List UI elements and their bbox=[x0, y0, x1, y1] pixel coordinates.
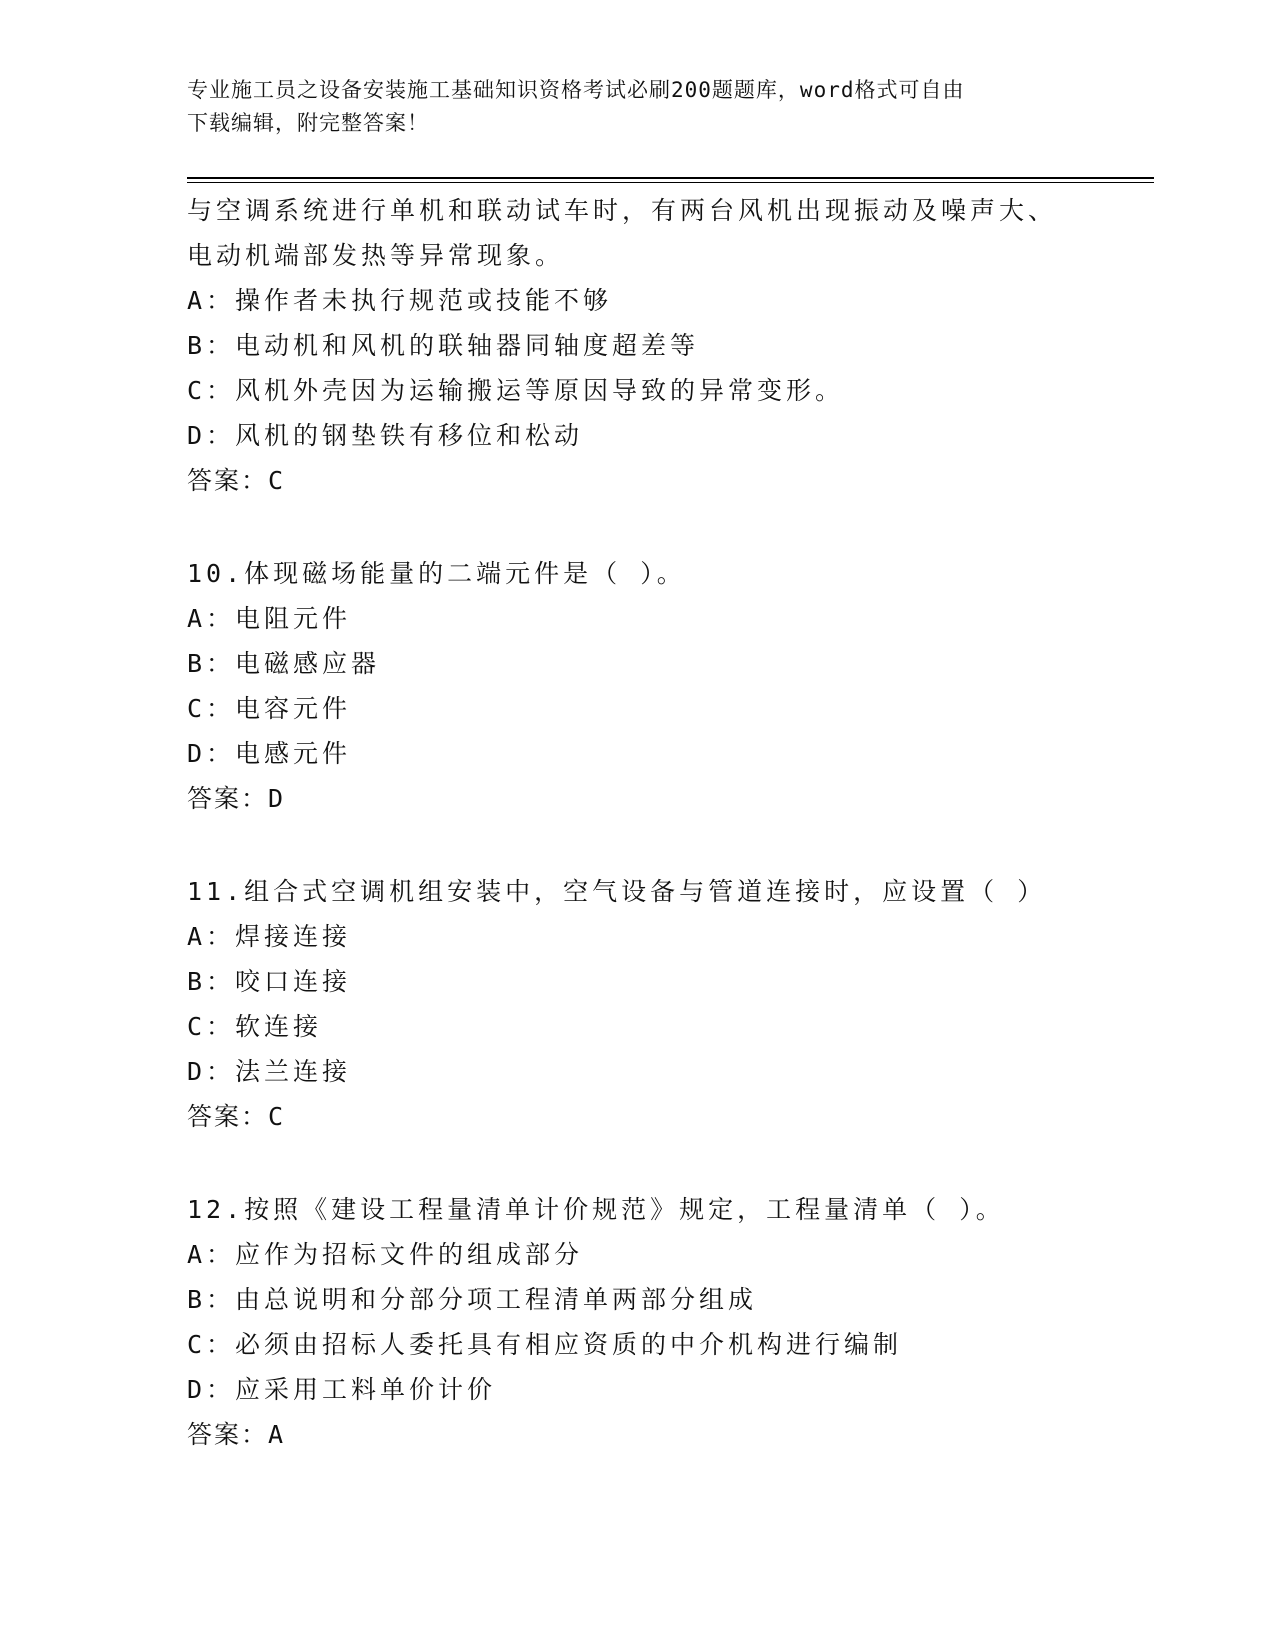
header-line-1: 专业施工员之设备安装施工基础知识资格考试必刷200题题库，word格式可自由 bbox=[187, 78, 965, 102]
answer-label: 答案： bbox=[187, 466, 269, 495]
question-block-11 bbox=[187, 869, 1147, 1139]
question-block-12 bbox=[187, 1187, 1147, 1457]
answer-label: 答案： bbox=[187, 1420, 269, 1449]
option-a: A：电阻元件 bbox=[187, 604, 352, 633]
answer-line bbox=[187, 1412, 1147, 1457]
header-line-2: 下载编辑，附完整答案！ bbox=[187, 111, 429, 135]
question-spacer bbox=[187, 503, 1147, 551]
question-stem: 10.体现磁场能量的二端元件是（ ）。 bbox=[187, 559, 686, 588]
option-b: B：由总说明和分部分项工程清单两部分组成 bbox=[187, 1285, 758, 1314]
answer-value: C bbox=[268, 466, 284, 495]
answer-line bbox=[187, 776, 1147, 821]
answer-line bbox=[187, 458, 1147, 503]
option-b: B：电动机和风机的联轴器同轴度超差等 bbox=[187, 331, 700, 360]
question-stem-line-2: 电动机端部发热等异常现象。 bbox=[187, 241, 565, 270]
question-spacer bbox=[187, 821, 1147, 869]
header-divider-thin bbox=[187, 182, 1154, 183]
option-c: C：软连接 bbox=[187, 1012, 323, 1041]
option-d: D：法兰连接 bbox=[187, 1057, 352, 1086]
document-header bbox=[187, 74, 1067, 140]
option-c: C：必须由招标人委托具有相应资质的中介机构进行编制 bbox=[187, 1330, 903, 1359]
option-c: C：风机外壳因为运输搬运等原因导致的异常变形。 bbox=[187, 376, 845, 405]
question-stem: 11.组合式空调机组安装中，空气设备与管道连接时，应设置（ ） bbox=[187, 877, 1047, 906]
option-c: C：电容元件 bbox=[187, 694, 352, 723]
header-divider-thick bbox=[187, 177, 1154, 179]
option-d: D：电感元件 bbox=[187, 739, 352, 768]
option-a: A：操作者未执行规范或技能不够 bbox=[187, 286, 613, 315]
question-spacer bbox=[187, 1139, 1147, 1187]
option-a: A：应作为招标文件的组成部分 bbox=[187, 1240, 584, 1269]
answer-value: A bbox=[268, 1420, 284, 1449]
option-a: A：焊接连接 bbox=[187, 922, 352, 951]
answer-value: D bbox=[268, 784, 284, 813]
option-d: D：应采用工料单价计价 bbox=[187, 1375, 497, 1404]
answer-label: 答案： bbox=[187, 1102, 269, 1131]
option-b: B：咬口连接 bbox=[187, 967, 352, 996]
answer-label: 答案： bbox=[187, 784, 269, 813]
question-stem-line-1: 与空调系统进行单机和联动试车时，有两台风机出现振动及噪声大、 bbox=[187, 196, 1058, 225]
question-block-continued bbox=[187, 188, 1147, 503]
question-list bbox=[187, 188, 1147, 1457]
answer-line bbox=[187, 1094, 1147, 1139]
question-block-10 bbox=[187, 551, 1147, 821]
question-stem: 12.按照《建设工程量清单计价规范》规定，工程量清单（ ）。 bbox=[187, 1195, 1005, 1224]
answer-value: C bbox=[268, 1102, 284, 1131]
option-b: B：电磁感应器 bbox=[187, 649, 381, 678]
option-d: D：风机的钢垫铁有移位和松动 bbox=[187, 421, 584, 450]
